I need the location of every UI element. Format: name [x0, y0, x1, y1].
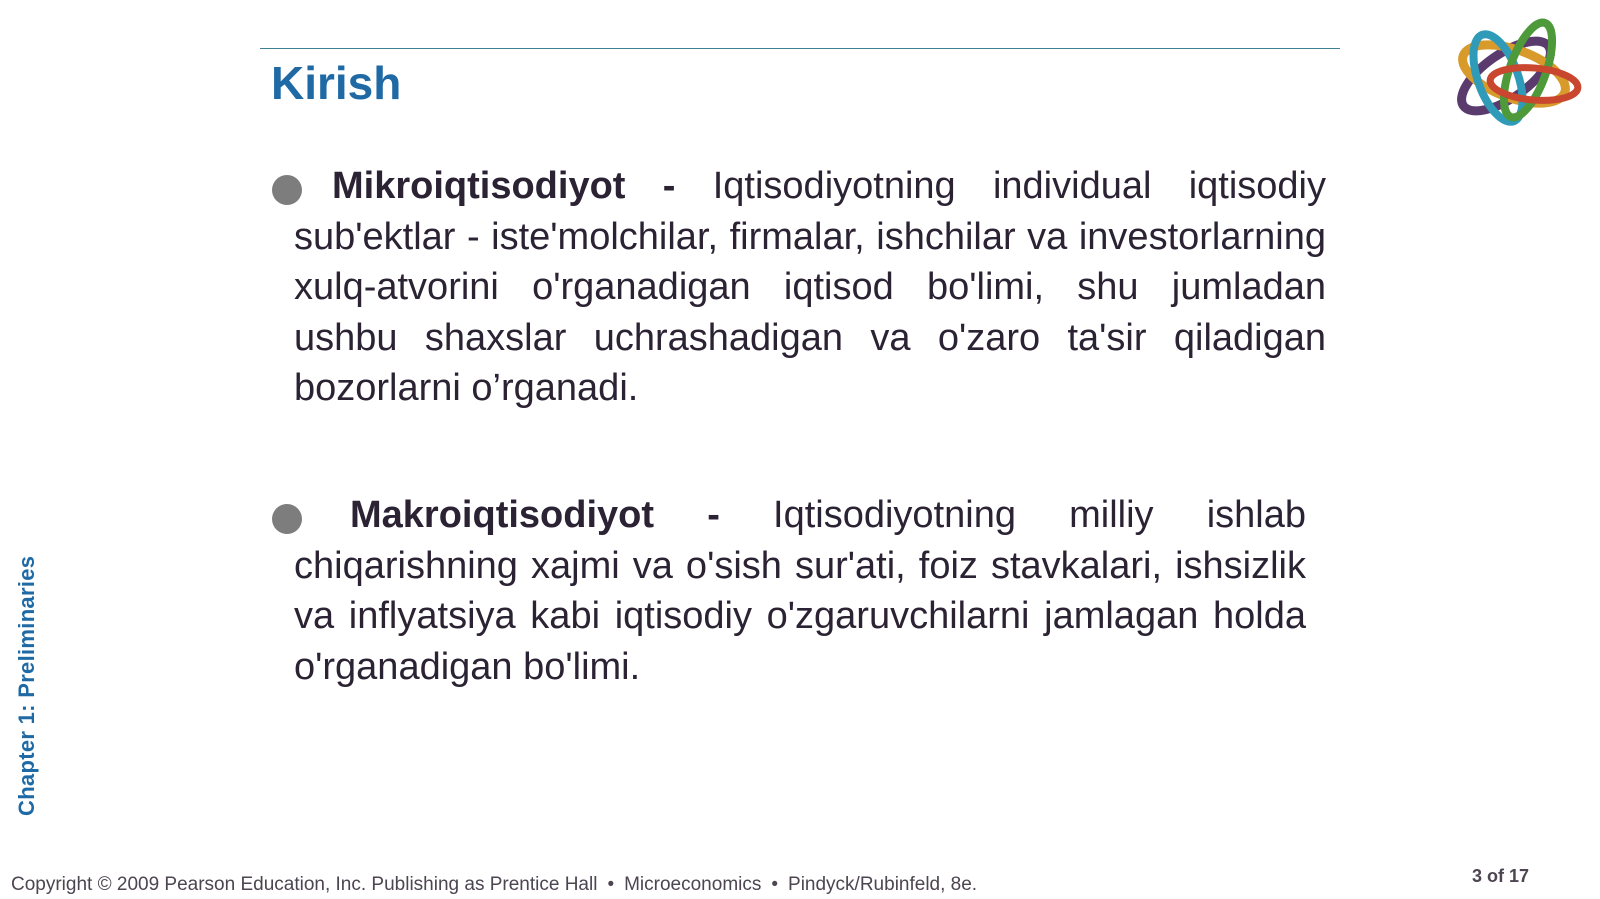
bullet-text [294, 490, 1306, 692]
footer-book: Microeconomics [624, 874, 762, 895]
interlocking-rings-logo [1436, 4, 1600, 154]
title-rule [260, 48, 1340, 49]
footer-authors: Pindyck/Rubinfeld, 8e. [788, 874, 978, 895]
footer-copyright-line [11, 874, 977, 896]
bullet-dot [272, 175, 302, 205]
footer-copyright: Copyright © 2009 Pearson Education, Inc. Publishing as Prentice Hall [11, 874, 598, 895]
bullet-description: Iqtisodiyotning milliy ishlab chiqarishning xajmi va o'sish sur'ati, foiz stavkalari, ishsizlik va inflyatsiya kabi iqtisodiy o'zgaruvchilarni jamlagan holda o'rganadigan bo'limi. [294, 494, 1307, 688]
bullet-macroeconomics [294, 490, 1306, 692]
bullet-description: Iqtisodiyotning individual iqtisodiy sub'ektlar - iste'molchilar, firmalar, ishchilar va investorlarning xulq-atvorini o'rganadigan iqtisod bo'limi, shu jumladan ushbu shaxslar uchrashadigan va o'zaro ta'sir qiladigan bozorlarni o’rganadi. [294, 165, 1327, 409]
chapter-title: Preliminaries [14, 555, 39, 698]
bullet-separator: - [662, 165, 676, 207]
bullet-separator: - [707, 494, 720, 536]
footer-separator: • [607, 874, 615, 895]
bullet-microeconomics [294, 161, 1326, 414]
footer-separator: • [771, 874, 779, 895]
chapter-number: Chapter 1: [14, 704, 39, 816]
page-indicator: 3 of 17 [1472, 866, 1530, 886]
chapter-side-label [14, 556, 40, 816]
slide-title: Kirish [271, 57, 402, 109]
bullet-term: Mikroiqtisodiyot [332, 165, 626, 207]
bullet-dot [272, 504, 302, 534]
bullet-term: Makroiqtisodiyot [350, 494, 655, 536]
bullet-text [294, 161, 1326, 414]
